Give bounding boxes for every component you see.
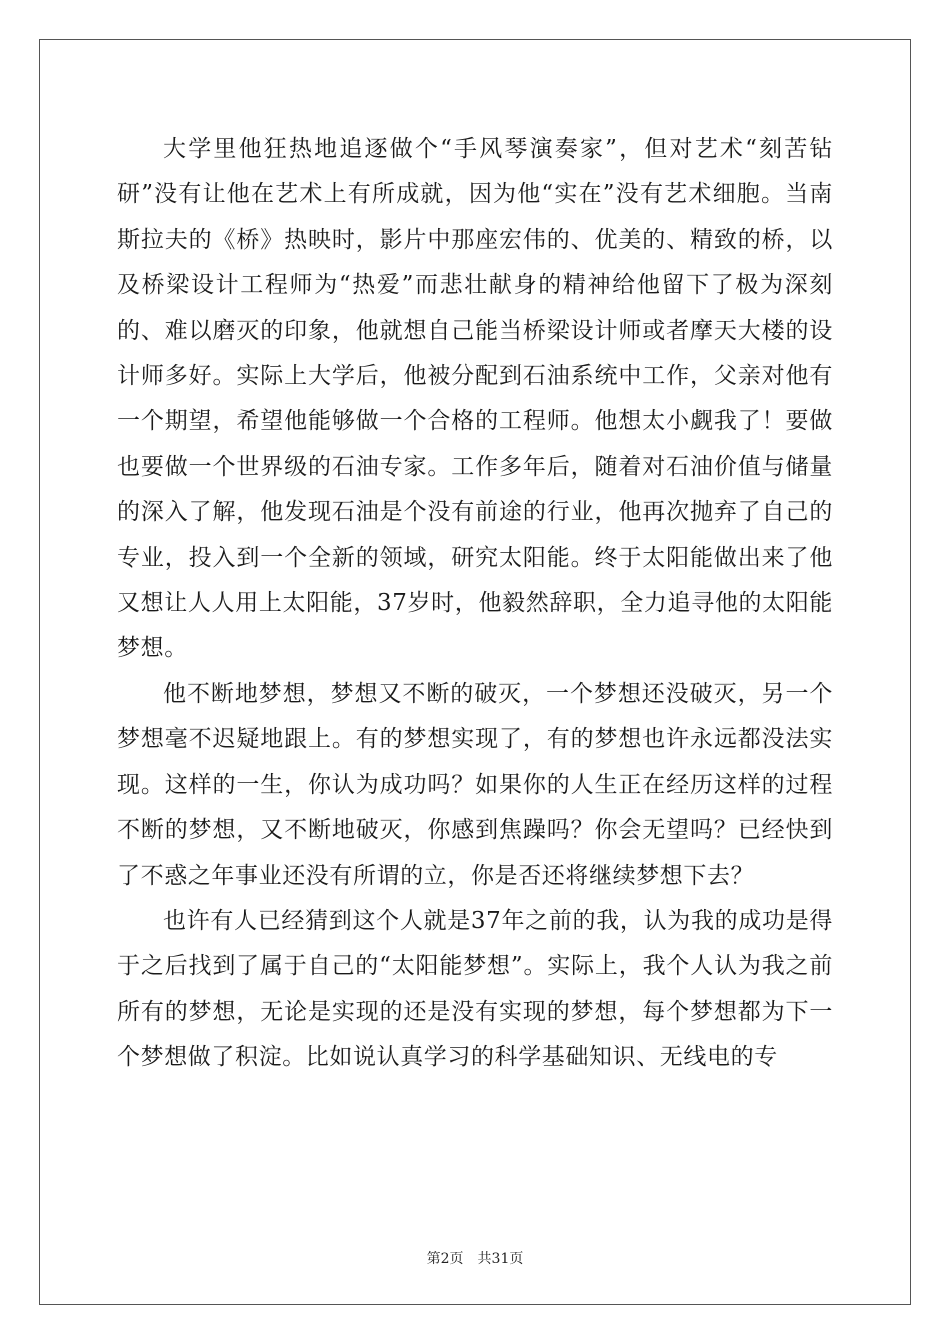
page-total: 共31页 bbox=[477, 1251, 524, 1267]
paragraph-2: 他不断地梦想，梦想又不断的破灭，一个梦想还没破灭，另一个梦想毫不迟疑地跟上。有的梦想实现了，有的梦想也许永远都没法实现。这样的一生，你认为成功吗？如果你的人生正在经历这样的过程不断的梦想，又不断地破灭，你感到焦躁吗？你会无望吗？已经快到了不惑之年事业还没有所谓的立，你是否还将继续梦想下去？ bbox=[117, 680, 833, 889]
page-number: 第2页 bbox=[426, 1251, 464, 1267]
document-body bbox=[117, 127, 833, 1081]
paragraph-3: 也许有人已经猜到这个人就是37年之前的我，认为我的成功是得于之后找到了属于自己的“太阳能梦想”。实际上，我个人认为我之前所有的梦想，无论是实现的还是没有实现的梦想，每个梦想都为下一个梦想做了积淀。比如说认真学习的科学基础知识、无线电的专 bbox=[117, 907, 833, 1071]
page-footer bbox=[0, 1248, 950, 1268]
paragraph-1: 大学里他狂热地追逐做个“手风琴演奏家”，但对艺术“刻苦钻研”没有让他在艺术上有所成就，因为他“实在”没有艺术细胞。当南斯拉夫的《桥》热映时，影片中那座宏伟的、优美的、精致的桥，以及桥梁设计工程师为“热爱”而悲壮献身的精神给他留下了极为深刻的、难以磨灭的印象，他就想自己能当桥梁设计师或者摩天大楼的设计师多好。实际上大学后，他被分配到石油系统中工作，父亲对他有一个期望，希望他能够做一个合格的工程师。他想太小觑我了！要做也要做一个世界级的石油专家。工作多年后，随着对石油价值与储量的深入了解，他发现石油是个没有前途的行业，他再次抛弃了自己的专业，投入到一个全新的领域，研究太阳能。终于太阳能做出来了他又想让人人用上太阳能，37岁时，他毅然辞职，全力追寻他的太阳能梦想。 bbox=[117, 136, 833, 662]
